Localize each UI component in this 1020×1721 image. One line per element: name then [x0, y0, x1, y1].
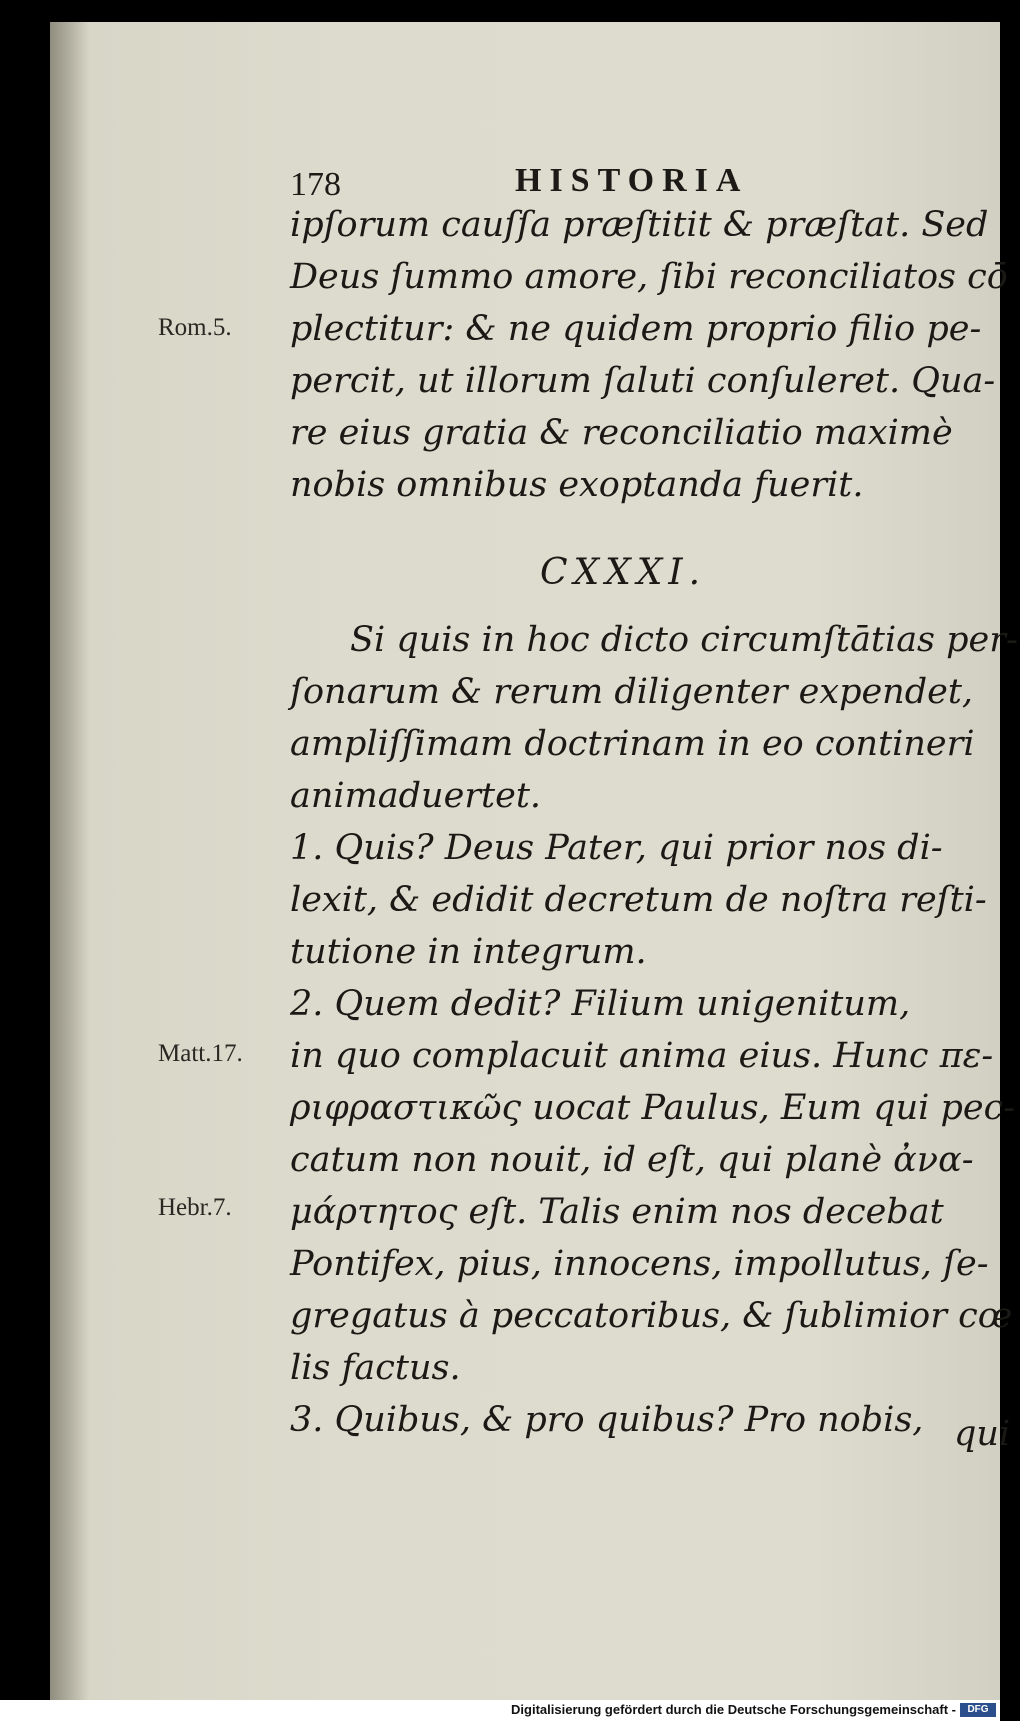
- running-title: HISTORIA: [515, 162, 749, 199]
- text-line: ριφραστικῶς uocat Paulus, Eum qui pec-: [290, 1088, 1016, 1128]
- margin-note-hebr: Hebr.7.: [158, 1194, 232, 1221]
- text-line: Si quis in hoc dicto circumſtātias per-: [350, 620, 1018, 660]
- page-number: 178: [290, 166, 341, 203]
- text-line: percit, ut illorum ſaluti conſuleret. Qua-: [290, 361, 996, 401]
- text-line: animaduertet.: [290, 776, 542, 816]
- text-line: lis factus.: [290, 1348, 461, 1388]
- margin-note-rom: Rom.5.: [158, 314, 232, 341]
- text-line: catum non nouit, id eſt, qui planè ἀνα-: [290, 1140, 974, 1180]
- text-line: nobis omnibus exoptanda fuerit.: [290, 465, 864, 505]
- text-line: 2. Quem dedit? Filium unigenitum,: [290, 984, 911, 1024]
- text-line: ſonarum & rerum diligenter expendet,: [290, 672, 974, 712]
- text-line: tutione in integrum.: [290, 932, 647, 972]
- text-line: μάρτητος eſt. Talis enim nos decebat: [290, 1192, 944, 1232]
- text-line: re eius gratia & reconciliatio maximè: [290, 413, 953, 453]
- margin-note-matt: Matt.17.: [158, 1040, 243, 1067]
- section-heading: CXXXI.: [540, 552, 707, 593]
- dfg-logo: DFG: [960, 1703, 996, 1717]
- text-line: ipſorum cauſſa præſtitit & præſtat. Sed: [290, 205, 989, 245]
- text-line: 1. Quis? Deus Pater, qui prior nos di-: [290, 828, 943, 868]
- text-line: gregatus à peccatoribus, & ſublimior cœ: [290, 1296, 1013, 1336]
- page-header: [50, 152, 1000, 202]
- text-line: lexit, & edidit decretum de noſtra reſti-: [290, 880, 987, 920]
- text-line: plectitur: & ne quidem proprio filio pe-: [290, 309, 982, 349]
- text-line: Pontifex, pius, innocens, impollutus, ſe-: [290, 1244, 989, 1284]
- text-line: Deus ſummo amore, ſibi reconciliatos cō: [290, 257, 1008, 297]
- text-line: ampliſſimam doctrinam in eo contineri: [290, 724, 975, 764]
- book-page: [50, 22, 1018, 1700]
- footer-bar: [0, 1700, 1000, 1721]
- text-line: 3. Quibus, & pro quibus? Pro nobis,: [290, 1400, 924, 1440]
- footer-credit: Digitalisierung gefördert durch die Deutsche Forschungsgemeinschaft -: [511, 1702, 956, 1717]
- catchword: qui: [954, 1414, 1011, 1454]
- text-line: in quo complacuit anima eius. Hunc πε-: [290, 1036, 994, 1076]
